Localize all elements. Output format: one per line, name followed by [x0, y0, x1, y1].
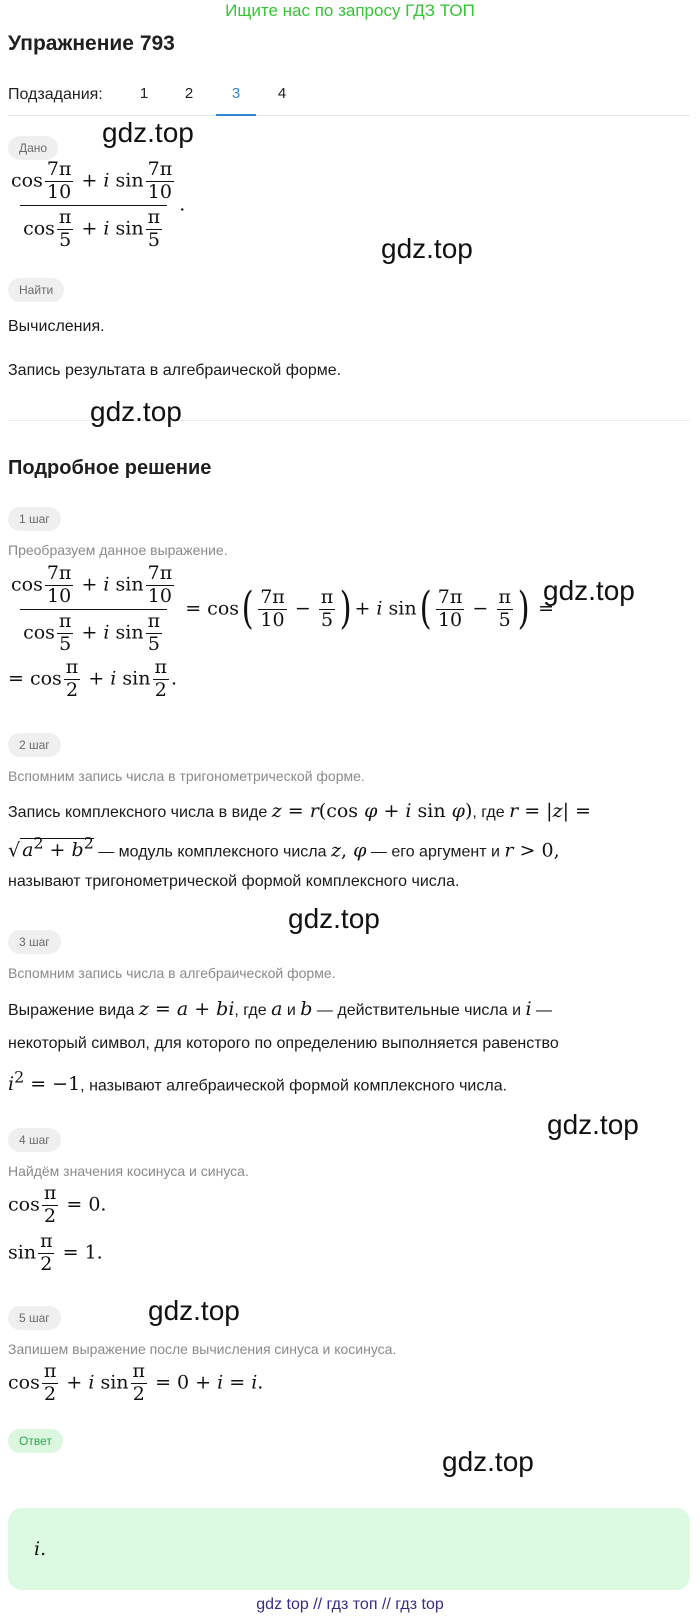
watermark: gdz.top	[102, 117, 194, 148]
watermark: gdz.top	[288, 903, 380, 934]
step-2-text-1: Запись комплексного числа в виде	[8, 804, 268, 821]
tab-subtask-3[interactable]: 3	[216, 80, 256, 116]
step-1-chip: 1 шаг	[8, 507, 61, 531]
step-2-line-2: √ $a^2 + b^2$ — модуль комплексного числа z, φ — его аргумент и r > 0,	[8, 834, 560, 862]
given-expression: cos $\frac{7\pi}{10}$ + i sin $\frac{7\pi}{10}$ cos $\frac{\pi}{5}$ + i sin $\frac{\pi}{5}$ .	[11, 158, 186, 251]
footer-links[interactable]: gdz top // гдз топ // гдз top	[256, 1596, 444, 1613]
subtasks-label: Подзадания:	[8, 86, 103, 103]
find-line-1: Вычисления.	[8, 318, 105, 335]
tab-subtask-1[interactable]: 1	[139, 85, 149, 102]
step-3-line-1: Выражение вида z = a + bi, где a и b — действительные числа и i —	[8, 998, 553, 1020]
step-5-chip: 5 шаг	[8, 1306, 61, 1330]
step-3-text-4: — действительные числа и	[316, 1002, 522, 1019]
step-4-sin: sin $\frac{\pi}{2}$ = 1.	[8, 1230, 103, 1275]
watermark: gdz.top	[381, 233, 473, 264]
step-5-formula: cos $\frac{\pi}{2}$ + i sin $\frac{\pi}{2}$ = 0 + i = i.	[8, 1360, 264, 1405]
answer-chip: Ответ	[8, 1429, 63, 1453]
tab-subtask-4[interactable]: 4	[277, 85, 287, 102]
answer-value: i.	[34, 1538, 47, 1560]
find-line-2: Запись результата в алгебраической форме.	[8, 362, 342, 379]
step-3-text-2: , где	[234, 1002, 267, 1019]
step-4-chip: 4 шаг	[8, 1128, 61, 1152]
page-title: Упражнение 793	[8, 32, 175, 55]
search-banner: Ищите нас по запросу ГДЗ ТОП	[225, 1, 475, 20]
step-1-result: = cos $\frac{\pi}{2}$ + i sin $\frac{\pi}{2}$ .	[8, 656, 178, 701]
step-3-text-7: , называют алгебраической формой комплексного числа.	[80, 1077, 508, 1095]
find-chip: Найти	[8, 278, 64, 302]
watermark: gdz.top	[547, 1109, 639, 1140]
step-2-text-2: , где	[472, 804, 505, 821]
answer-box	[8, 1508, 690, 1590]
step-1-hint: Преобразуем данное выражение.	[8, 542, 228, 558]
step-2-text-3: — модуль комплексного числа	[98, 843, 327, 861]
step-2-text-4: — его аргумент и	[370, 843, 500, 861]
step-3-text-5: —	[536, 1002, 553, 1019]
watermark: gdz.top	[148, 1295, 240, 1326]
step-2-text-5: называют тригонометрической формой комплексного числа.	[8, 873, 460, 890]
solution-title: Подробное решение	[8, 457, 212, 479]
watermark: gdz.top	[442, 1446, 534, 1477]
step-4-cos: cos $\frac{\pi}{2}$ = 0.	[8, 1182, 107, 1227]
watermark: gdz.top	[90, 396, 182, 427]
step-5-hint: Запишем выражение после вычисления синуса и косинуса.	[8, 1341, 397, 1357]
step-3-text-6: некоторый символ, для которого по определению выполняется равенство	[8, 1035, 559, 1052]
watermark: gdz.top	[543, 575, 635, 606]
tab-subtask-2[interactable]: 2	[184, 85, 194, 102]
subtasks-bar	[8, 80, 690, 116]
step-2-chip: 2 шаг	[8, 733, 61, 757]
step-2-line-1: Запись комплексного числа в виде z = r(cos φ + i sin φ), где r = |z| =	[8, 800, 591, 822]
step-3-text-1: Выражение вида	[8, 1002, 135, 1019]
step-3-chip: 3 шаг	[8, 930, 61, 954]
step-3-line-3: $i^2 = -1$, называют алгебраической формой комплексного числа.	[8, 1068, 508, 1096]
step-2-hint: Вспомним запись числа в тригонометрической форме.	[8, 768, 365, 784]
step-4-hint: Найдём значения косинуса и синуса.	[8, 1163, 249, 1179]
step-3-text-3: и	[286, 1002, 296, 1019]
given-chip: Дано	[8, 136, 58, 160]
step-1-formula: cos $\frac{7\pi}{10}$ + i sin $\frac{7\pi}{10}$ cos $\frac{\pi}{5}$ + i sin $\frac{\pi}{5}$ = cos( $\frac{7\pi}{10}$ − $\frac{\pi}{5}$ ) + i sin( $\frac{7\pi}{10}$ − $\frac{\pi}{5}$ ) =	[11, 562, 554, 655]
step-3-hint: Вспомним запись числа в алгебраической форме.	[8, 965, 336, 981]
